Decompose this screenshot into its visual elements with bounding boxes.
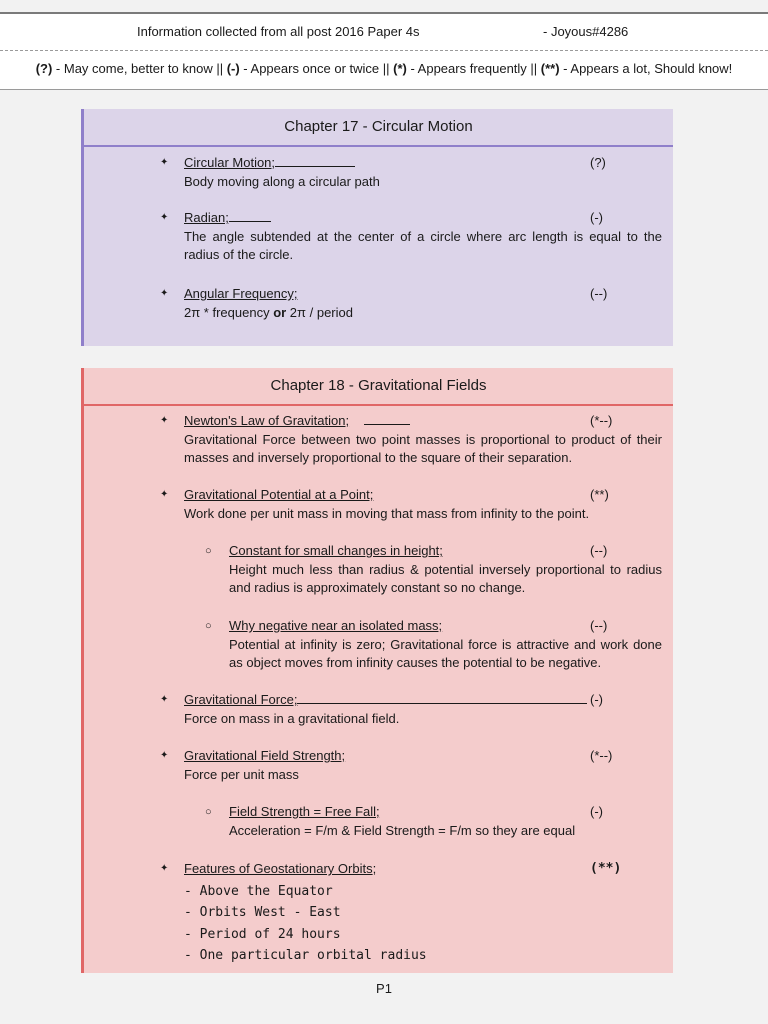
legend-m: (-)	[226, 61, 240, 76]
feature-line: - Above the Equator	[184, 883, 333, 899]
diamond-bullet-icon: ✦	[160, 750, 169, 761]
legend-q-text: - May come, better to know ||	[52, 61, 227, 76]
legend-ss-text: - Appears a lot, Should know!	[559, 61, 733, 76]
answer-blank	[229, 209, 271, 222]
item-text: Body moving along a circular path	[184, 173, 380, 189]
frequency-tag: (?)	[590, 155, 606, 170]
item-text: Force on mass in a gravitational field.	[184, 710, 400, 726]
legend-ss: (**)	[540, 61, 560, 76]
list-item	[160, 412, 662, 468]
list-item	[160, 285, 662, 322]
item-term: Why negative near an isolated mass;	[229, 618, 443, 633]
item-term: Field Strength = Free Fall;	[229, 804, 380, 819]
diamond-bullet-icon: ✦	[160, 863, 169, 874]
item-term: Gravitational Force;	[184, 692, 298, 707]
chapter-17-box	[81, 109, 673, 346]
item-text	[184, 304, 662, 323]
item-term: Gravitational Field Strength;	[184, 748, 346, 763]
item-text-a: 2π * frequency	[184, 304, 274, 320]
item-text-b: 2π / period	[286, 304, 353, 320]
item-term: Angular Frequency;	[184, 286, 298, 301]
list-item	[160, 860, 662, 967]
list-item	[160, 691, 662, 728]
legend-s-text: - Appears frequently ||	[406, 61, 541, 76]
list-item	[205, 617, 662, 673]
frequency-tag: (--)	[590, 286, 608, 301]
answer-blank	[275, 154, 355, 167]
feature-line: - One particular orbital radius	[184, 948, 427, 963]
diamond-bullet-icon: ✦	[160, 212, 169, 223]
page-number: P1	[376, 981, 392, 996]
list-item	[205, 542, 662, 598]
diamond-bullet-icon: ✦	[160, 288, 169, 299]
list-item	[160, 154, 662, 191]
source-note: Information collected from all post 2016 Paper 4s	[137, 24, 420, 39]
diamond-bullet-icon: ✦	[160, 694, 169, 705]
item-text: Gravitational Force between two point masses is proportional to product of their masses and inversely proportional to the square of their separation.	[184, 431, 662, 465]
page-header	[0, 12, 768, 90]
item-text: Height much less than radius & potential inversely proportional to radius and radius is approximately constant so no change.	[229, 561, 662, 595]
list-item	[160, 209, 662, 265]
item-term: Circular Motion;	[184, 155, 276, 170]
term-suffix: ;	[372, 861, 377, 876]
item-term: Features of Geostationary Orbits	[184, 861, 373, 876]
frequency-tag: (*--)	[590, 413, 613, 428]
frequency-tag: (--)	[590, 618, 608, 633]
frequency-tag: (-)	[590, 692, 603, 707]
item-text: Potential at infinity is zero; Gravitational force is attractive and work done as object moves from infinity causes the potential to be negative.	[229, 636, 662, 670]
frequency-tag: (-)	[590, 804, 603, 819]
chapter-17-title: Chapter 17 - Circular Motion	[84, 109, 673, 147]
item-term: Radian;	[184, 210, 229, 225]
list-item	[160, 747, 662, 784]
legend-q: (?)	[35, 61, 53, 76]
frequency-tag: (*--)	[590, 748, 613, 763]
frequency-tag: (--)	[590, 543, 608, 558]
header-info-row	[0, 14, 768, 51]
item-text: Force per unit mass	[184, 766, 299, 782]
item-text: Work done per unit mass in moving that mass from infinity to the point.	[184, 505, 590, 521]
list-item	[205, 803, 662, 840]
legend-s: (*)	[393, 61, 407, 76]
item-term: Constant for small changes in height;	[229, 543, 443, 558]
feature-line: - Period of 24 hours	[184, 926, 341, 942]
circle-bullet-icon: ○	[205, 545, 212, 557]
item-term: Gravitational Potential at a Point;	[184, 487, 374, 502]
legend-m-text: - Appears once or twice ||	[239, 61, 394, 76]
list-item	[160, 486, 662, 523]
item-text-bold: or	[273, 304, 287, 320]
circle-bullet-icon: ○	[205, 806, 212, 818]
diamond-bullet-icon: ✦	[160, 157, 169, 168]
diamond-bullet-icon: ✦	[160, 489, 169, 500]
item-text: Acceleration = F/m & Field Strength = F/m so they are equal	[229, 822, 576, 838]
circle-bullet-icon: ○	[205, 620, 212, 632]
frequency-tag: (**)	[590, 861, 622, 876]
frequency-tag: (-)	[590, 210, 603, 225]
diamond-bullet-icon: ✦	[160, 415, 169, 426]
chapter-18-title: Chapter 18 - Gravitational Fields	[84, 368, 673, 406]
chapter-18-box	[81, 368, 673, 973]
feature-line: - Orbits West - East	[184, 905, 341, 920]
frequency-tag: (**)	[590, 487, 609, 502]
answer-blank	[297, 691, 587, 704]
answer-blank	[364, 412, 410, 425]
frequency-legend	[0, 51, 768, 89]
item-text: The angle subtended at the center of a circle where arc length is equal to the radius of the circle.	[184, 228, 662, 262]
author-note: - Joyous#4286	[543, 24, 629, 39]
item-term: Newton's Law of Gravitation;	[184, 413, 350, 428]
